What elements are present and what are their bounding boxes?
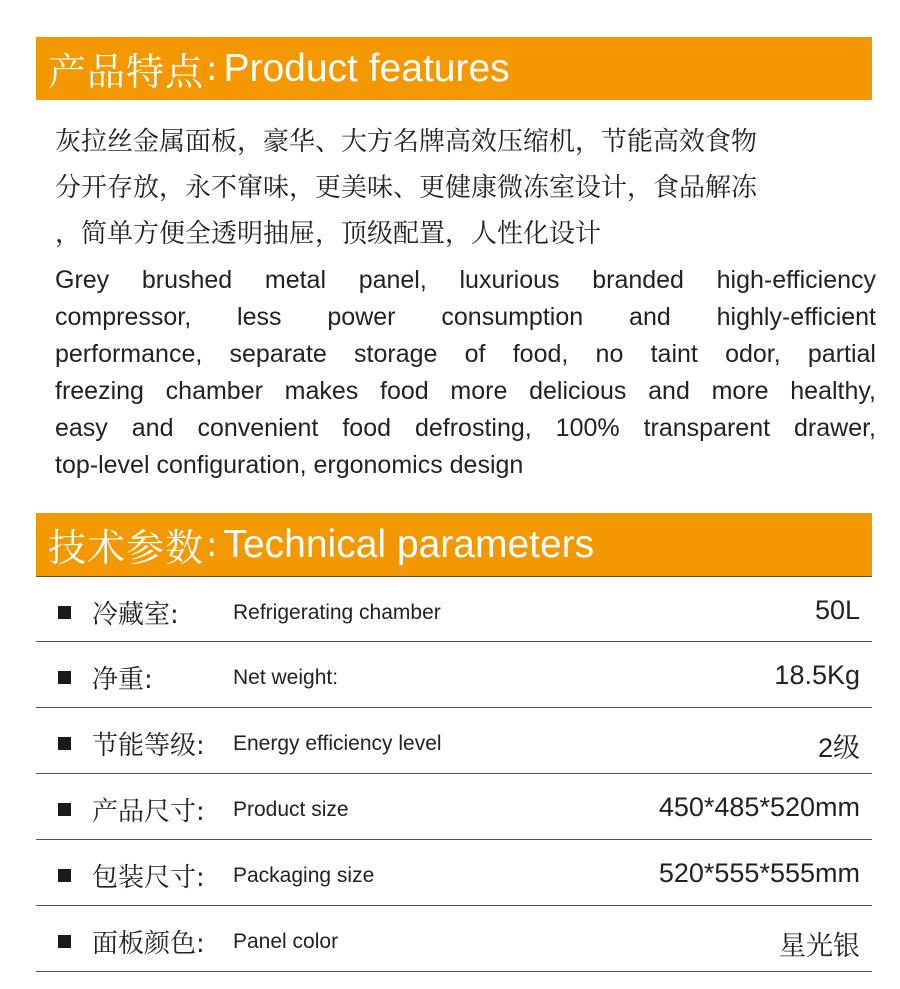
features-header: [36, 37, 872, 100]
features-en-line: freezing chamber makes food more delicious and more healthy,: [55, 377, 876, 405]
param-row-panel-color: [36, 906, 872, 972]
param-value: 50L: [814, 595, 860, 625]
param-row-energy-level: [36, 708, 872, 774]
features-title-colon: :: [206, 48, 218, 89]
square-bullet-icon: [58, 606, 71, 619]
features-title-cn: 产品特点: [48, 50, 205, 94]
features-title-en: Product features: [223, 46, 510, 90]
param-label-en: Net weight:: [233, 666, 339, 689]
features-description-cn: [55, 119, 865, 257]
features-en-line: compressor, less power consumption and highly-efficient: [55, 303, 876, 331]
params-title-en: Technical parameters: [223, 522, 595, 566]
param-label-cn: 面板颜色:: [92, 929, 205, 959]
param-row-refrigerating: [36, 576, 872, 642]
features-description-en: [55, 262, 876, 484]
param-row-net-weight: [36, 642, 872, 708]
params-table: [36, 576, 872, 972]
param-label-cn: 净重:: [92, 665, 153, 695]
param-value: 450*485*520mm: [658, 792, 860, 822]
features-cn-line: ，简单方便全透明抽屉，顶级配置，人性化设计: [55, 219, 602, 249]
params-title-cn: 技术参数: [48, 526, 205, 570]
param-row-packaging-size: [36, 840, 872, 906]
square-bullet-icon: [58, 869, 71, 882]
param-label-cn: 包装尺寸:: [92, 863, 205, 893]
square-bullet-icon: [58, 935, 71, 948]
features-en-line: top-level configuration, ergonomics design: [55, 451, 524, 479]
param-label-cn: 节能等级:: [92, 731, 205, 761]
params-title-colon: :: [206, 524, 218, 565]
param-value: 2级: [817, 733, 860, 763]
square-bullet-icon: [58, 803, 71, 816]
square-bullet-icon: [58, 737, 71, 750]
param-label-en: Energy efficiency level: [233, 732, 442, 755]
features-cn-line: 灰拉丝金属面板，豪华、大方名牌高效压缩机，节能高效食物: [55, 127, 758, 157]
param-label-cn: 冷藏室:: [92, 600, 179, 630]
param-label-en: Packaging size: [233, 864, 375, 887]
param-row-product-size: [36, 774, 872, 840]
param-label-en: Product size: [233, 798, 349, 821]
features-cn-line: 分开存放，永不窜味，更美味、更健康微冻室设计，食品解冻: [55, 173, 758, 203]
params-header: [36, 513, 872, 576]
param-label-en: Panel color: [233, 930, 339, 953]
features-en-line: Grey brushed metal panel, luxurious branded high-efficiency: [55, 266, 876, 294]
features-en-line: performance, separate storage of food, no taint odor, partial: [55, 340, 876, 368]
param-value: 18.5Kg: [774, 660, 860, 690]
param-value: 星光银: [779, 931, 860, 961]
features-en-line: easy and convenient food defrosting, 100% transparent drawer,: [55, 414, 876, 442]
param-value: 520*555*555mm: [658, 858, 860, 888]
param-label-cn: 产品尺寸:: [92, 797, 205, 827]
param-label-en: Refrigerating chamber: [233, 601, 441, 624]
square-bullet-icon: [58, 671, 71, 684]
